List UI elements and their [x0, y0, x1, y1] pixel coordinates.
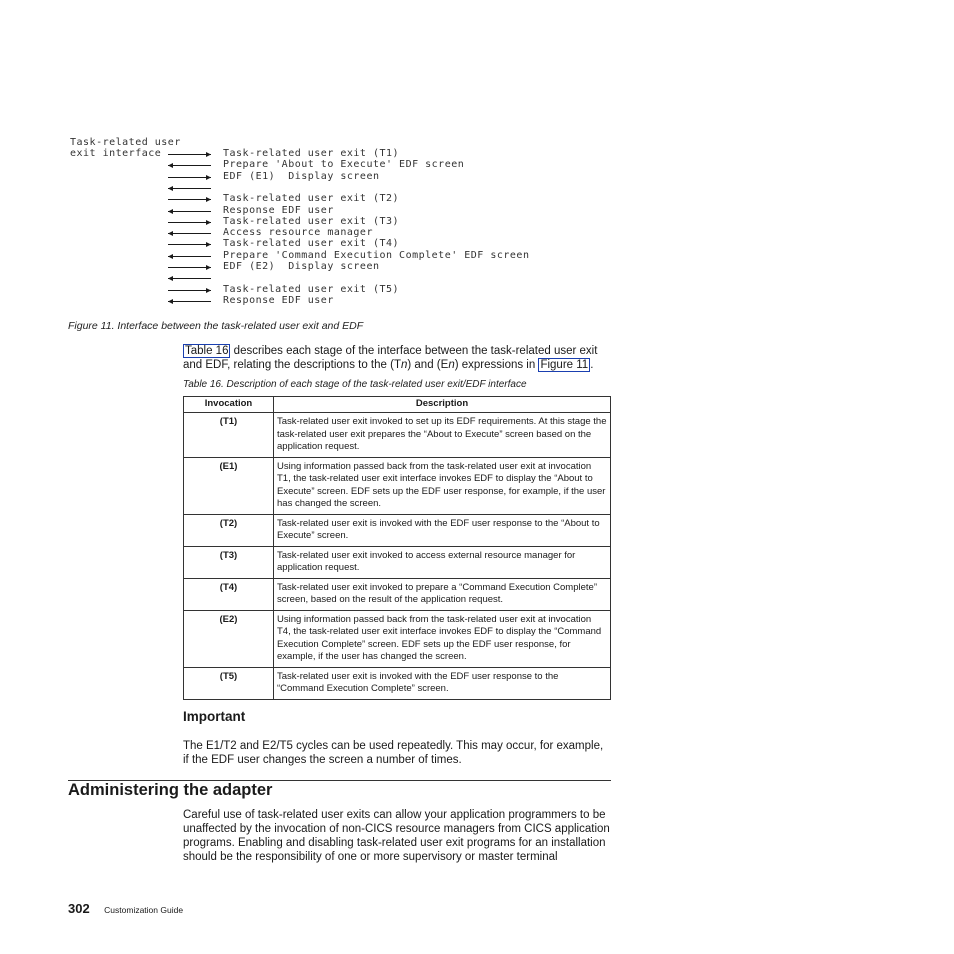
- table-body: [184, 413, 611, 700]
- intro-text-1: describes each stage of the interface between the task-related user exit and EDF, relating the descriptions to the (T: [183, 345, 598, 371]
- important-text: The E1/T2 and E2/T5 cycles can be used repeatedly. This may occur, for example, if the EDF user changes the screen a number of times.: [183, 740, 604, 766]
- arrow-left: [168, 276, 211, 281]
- section-heading: Administering the adapter: [68, 781, 273, 799]
- figure-row-label: Response EDF user: [223, 205, 334, 216]
- figure-11-link[interactable]: Figure 11: [540, 359, 589, 371]
- header-description: Description: [274, 397, 611, 413]
- figure-row-label: Task-related user exit (T1): [223, 148, 400, 159]
- table-row: [184, 610, 611, 667]
- table-row: [184, 578, 611, 610]
- figure-row-label: Task-related user exit (T2): [223, 193, 400, 204]
- description-cell: Task-related user exit is invoked with the EDF user response to the “Command Execution Complete” screen.: [274, 667, 611, 699]
- invocation-cell: (E2): [184, 610, 274, 667]
- header-invocation: Invocation: [184, 397, 274, 413]
- intro-paragraph: [183, 344, 611, 372]
- table-row: [184, 413, 611, 458]
- arrow-right: [168, 220, 211, 225]
- arrow-right: [168, 242, 211, 247]
- intro-n-2: n: [448, 359, 455, 371]
- figure-row-label: Task-related user exit (T5): [223, 284, 400, 295]
- figure-row-label: EDF (E1) Display screen: [223, 171, 380, 182]
- intro-text-3: ) expressions in: [454, 359, 539, 371]
- arrow-left: [168, 254, 211, 259]
- invocation-cell: (T5): [184, 667, 274, 699]
- arrow-left: [168, 163, 211, 168]
- description-cell: Task-related user exit invoked to access external resource manager for application request.: [274, 546, 611, 578]
- figure-row-label: EDF (E2) Display screen: [223, 261, 380, 272]
- table-16-link[interactable]: Table 16: [185, 345, 229, 357]
- arrow-left: [168, 299, 211, 304]
- arrow-right: [168, 265, 211, 270]
- arrow-left: [168, 231, 211, 236]
- arrow-left: [168, 186, 211, 191]
- arrow-right: [168, 152, 211, 157]
- invocation-cell: (T4): [184, 578, 274, 610]
- arrow-left: [168, 209, 211, 214]
- invocation-cell: (T2): [184, 514, 274, 546]
- description-cell: Task-related user exit invoked to prepare a “Command Execution Complete” screen, based on the result of the application request.: [274, 578, 611, 610]
- invocation-cell: (T1): [184, 413, 274, 458]
- table-row: [184, 514, 611, 546]
- page-number: 302: [68, 901, 90, 916]
- intro-n-1: n: [400, 359, 408, 371]
- intro-text-2: ) and (E: [407, 359, 449, 371]
- intro-text-4: .: [590, 359, 594, 371]
- table-caption: Table 16. Description of each stage of the task-related user exit/EDF interface: [183, 379, 527, 390]
- figure-row-label: Prepare 'Command Execution Complete' EDF screen: [223, 250, 530, 261]
- section-text: Careful use of task-related user exits can allow your application programmers to be unaffected by the invocation of non-CICS resource managers from CICS application programs. Enabling and disabling task-related user exit programs for an installation should be the responsibility of one or more supervisory or master terminal: [183, 809, 610, 863]
- description-cell: Task-related user exit invoked to set up its EDF requirements. At this stage the task-related user exit prepares the “About to Execute” screen based on the application request.: [274, 413, 611, 458]
- figure-left-label-2: exit interface: [70, 148, 162, 159]
- arrow-right: [168, 197, 211, 202]
- description-cell: Using information passed back from the task-related user exit at invocation T4, the task-related user exit interface invokes EDF to display the “Command Execution Complete” screen. EDF sets up the EDF user response, for example, if the user has changed the screen.: [274, 610, 611, 667]
- figure-caption: Figure 11. Interface between the task-related user exit and EDF: [68, 320, 364, 332]
- arrow-right: [168, 175, 211, 180]
- invocation-cell: (E1): [184, 457, 274, 514]
- table-16: [183, 396, 611, 700]
- description-cell: Task-related user exit is invoked with the EDF user response to the “About to Execute” screen.: [274, 514, 611, 546]
- footer-guide: Customization Guide: [104, 905, 184, 915]
- figure-row-label: Task-related user exit (T3): [223, 216, 400, 227]
- invocation-cell: (T3): [184, 546, 274, 578]
- figure-row-label: Response EDF user: [223, 295, 334, 306]
- arrow-right: [168, 288, 211, 293]
- description-cell: Using information passed back from the task-related user exit at invocation T1, the task-related user exit interface invokes EDF to display the “About to Execute” screen. EDF sets up the EDF user response, for example, if the user has changed the screen.: [274, 457, 611, 514]
- table-header-row: [184, 397, 611, 413]
- table-row: [184, 546, 611, 578]
- figure-left-label-1: Task-related user: [70, 137, 181, 148]
- important-heading: Important: [183, 709, 246, 724]
- figure-row-label: Access resource manager: [223, 227, 373, 238]
- table-row: [184, 457, 611, 514]
- table-row: [184, 667, 611, 699]
- page-footer: [68, 900, 183, 918]
- figure-row-label: Task-related user exit (T4): [223, 238, 400, 249]
- figure-row-label: Prepare 'About to Execute' EDF screen: [223, 159, 465, 170]
